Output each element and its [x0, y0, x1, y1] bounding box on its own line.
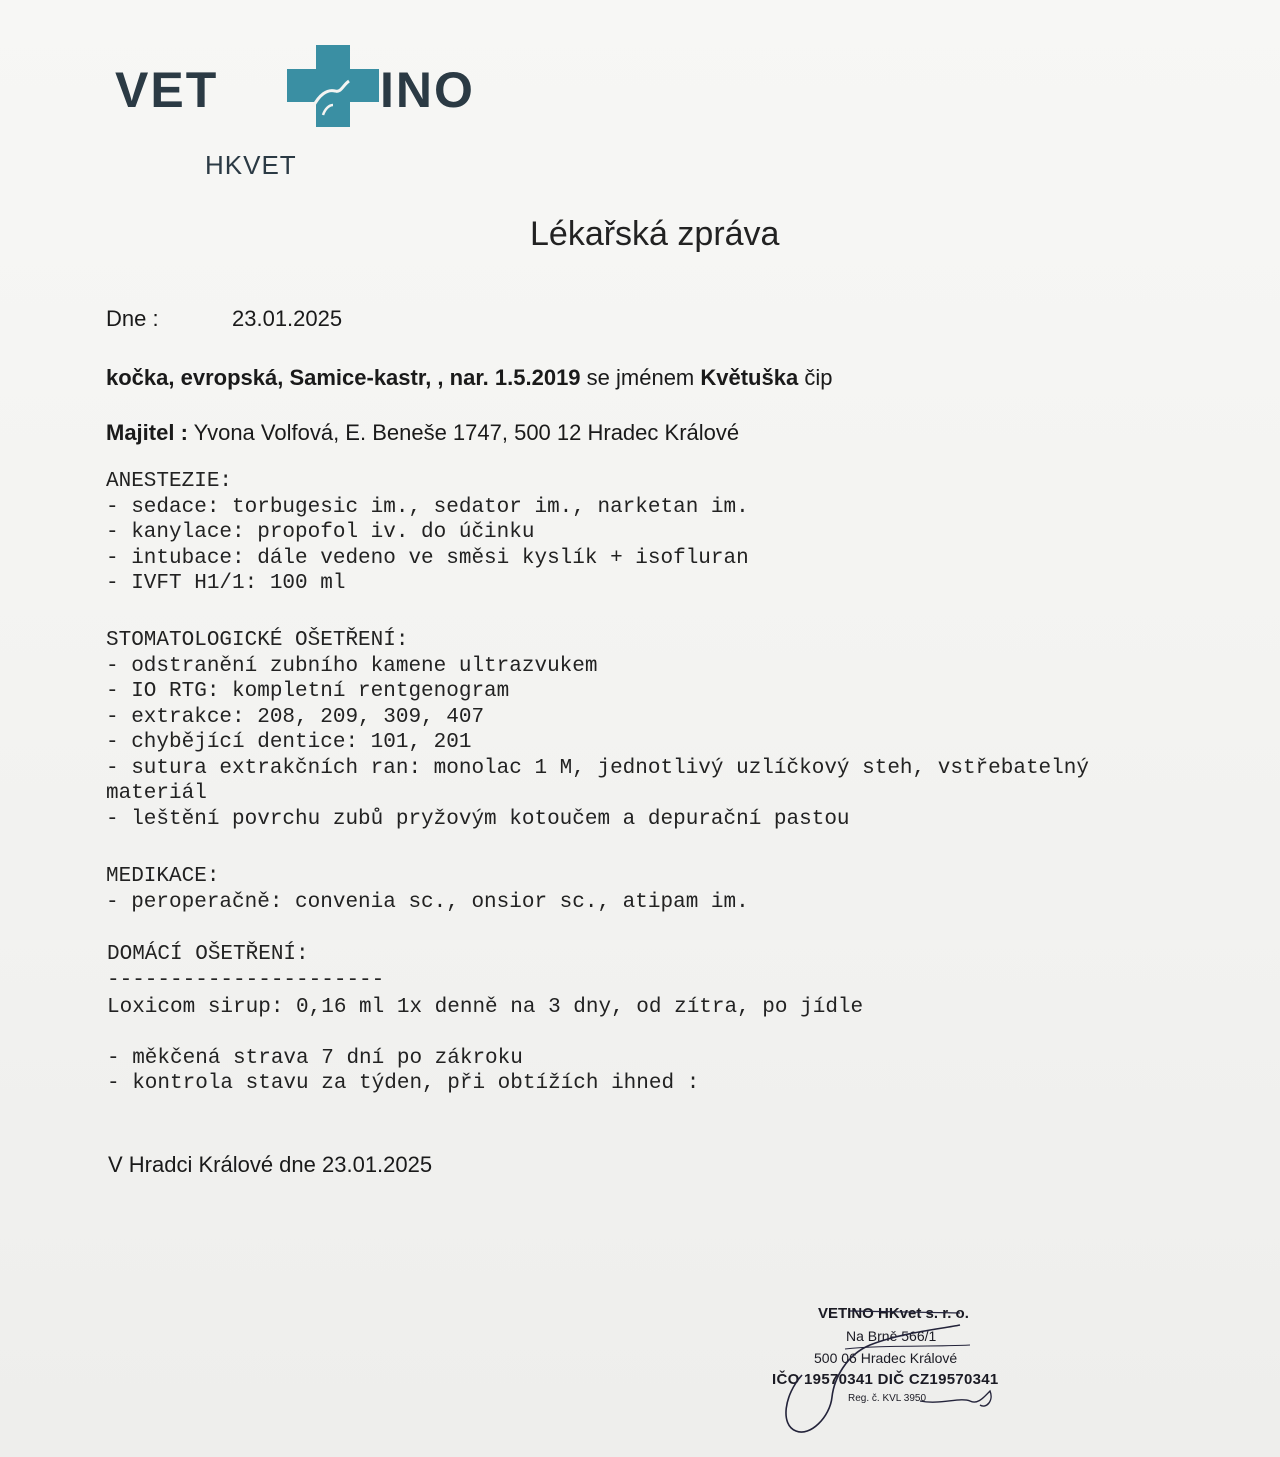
patient-name-prefix: se jménem [580, 365, 701, 390]
list-item: - kontrola stavu za týden, při obtížích ihned : [107, 1072, 700, 1095]
section-anestezie [106, 469, 749, 597]
logo-subtitle: HKVET [205, 150, 297, 180]
list-item: - IO RTG: kompletní rentgenogram [106, 680, 510, 703]
section-heading: STOMATOLOGICKÉ OŠETŘENÍ: [106, 629, 409, 652]
list-item: - extrakce: 208, 209, 309, 407 [106, 705, 485, 729]
place-and-date: V Hradci Králové dne 23.01.2025 [108, 1152, 433, 1177]
stamp-company: VETINO HKvet s. r. o. [818, 1305, 969, 1322]
stamp-ids: IČO 19570341 DIČ CZ19570341 [772, 1371, 999, 1388]
date-label: Dne : [106, 306, 159, 331]
list-item: - odstranění zubního kamene ultrazvukem [106, 654, 598, 678]
stamp-city: 500 06 Hradec Králové [814, 1350, 958, 1366]
patient-chip: čip [798, 365, 833, 390]
stamp-street: Na Brně 566/1 [846, 1328, 937, 1344]
section-heading: ANESTEZIE: [106, 470, 233, 493]
patient-name: Květuška [700, 365, 799, 390]
medical-cross-icon [283, 45, 383, 127]
owner-label: Majitel : [106, 420, 188, 445]
list-item: - sedace: torbugesic im., sedator im., narketan im. [106, 495, 749, 519]
prescription-line: Loxicom sirup: 0,16 ml 1x denně na 3 dny, od zítra, po jídle [107, 996, 864, 1019]
patient-details: kočka, evropská, Samice-kastr, , nar. 1.5.2019 [106, 365, 581, 390]
list-item: - měkčená strava 7 dní po zákroku [107, 1046, 523, 1070]
section-medikace [106, 864, 749, 915]
owner-info [106, 420, 739, 446]
section-stomatologie [106, 628, 1089, 832]
logo-text-right: INO [380, 62, 475, 118]
list-item: - peroperačně: convenia sc., onsior sc., atipam im. [106, 890, 749, 914]
logo-text-left: VET [115, 62, 219, 118]
separator-line: ---------------------- [107, 968, 385, 992]
list-item: - chybějící dentice: 101, 201 [106, 731, 472, 754]
list-item: - kanylace: propofol iv. do účinku [106, 521, 535, 544]
stamp-reg: Reg. č. KVL 3950 [848, 1393, 927, 1404]
patient-info [106, 365, 832, 391]
list-item: - IVFT H1/1: 100 ml [106, 572, 346, 595]
section-domaci [107, 942, 863, 1097]
list-item: - sutura extrakčních ran: monolac 1 M, jednotlivý uzlíčkový steh, vstřebatelný [106, 756, 1089, 780]
date-value: 23.01.2025 [232, 306, 343, 331]
list-item: - intubace: dále vedeno ve směsi kyslík + isofluran [106, 546, 749, 570]
document-title: Lékařská zpráva [530, 215, 780, 253]
list-item: - leštění povrchu zubů pryžovým kotoučem a depurační pastou [106, 807, 850, 831]
company-stamp [770, 1305, 1040, 1435]
section-heading: MEDIKACE: [106, 865, 220, 888]
list-item: materiál [106, 782, 207, 805]
owner-value: Yvona Volfová, E. Beneše 1747, 500 12 Hradec Králové [187, 420, 740, 445]
section-heading: DOMÁCÍ OŠETŘENÍ: [107, 943, 309, 966]
